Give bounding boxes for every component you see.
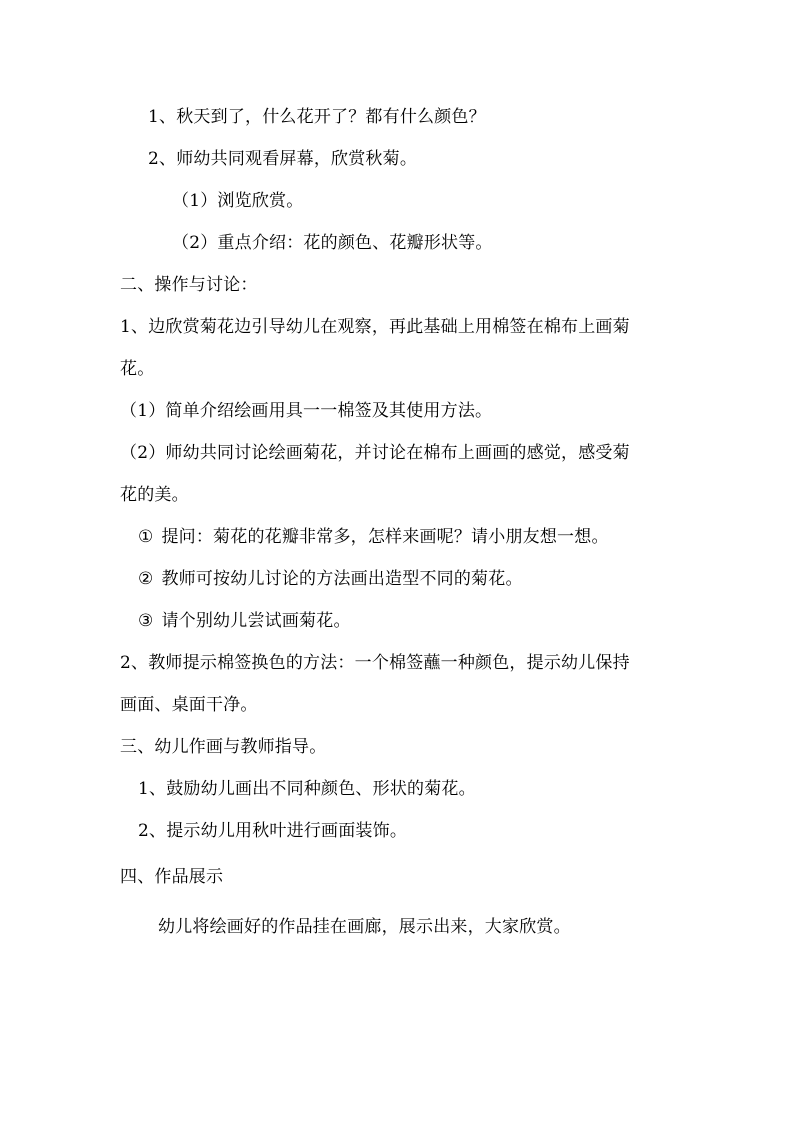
operation-sub-1: （1）简单介绍绘画用具一一棉签及其使用方法。 bbox=[120, 401, 493, 421]
operation-step-1: 1、边欣赏菊花边引导幼儿在观察，再此基础上用棉签在棉布上画菊 bbox=[120, 317, 630, 337]
list-item-1-text: 提问：菊花的花瓣非常多，怎样来画呢？请小朋友想一想。 bbox=[161, 527, 609, 547]
list-item-3 bbox=[138, 610, 351, 632]
operation-sub-2: （2）师幼共同讨论绘画菊花，并讨论在棉布上画画的感觉，感受菊 bbox=[120, 443, 630, 463]
operation-step-2-cont: 画面、桌面干净。 bbox=[120, 695, 258, 715]
section-heading-operation: 二、操作与讨论： bbox=[120, 275, 258, 295]
list-item-2 bbox=[138, 568, 523, 590]
step-2-watch-screen: 2、师幼共同观看屏幕，欣赏秋菊。 bbox=[148, 149, 418, 169]
operation-sub-2-cont: 花的美。 bbox=[120, 485, 189, 505]
section-heading-drawing: 三、幼儿作画与教师指导。 bbox=[120, 737, 327, 757]
drawing-step-1: 1、鼓励幼儿画出不同种颜色、形状的菊花。 bbox=[138, 779, 476, 799]
operation-step-2: 2、教师提示棉签换色的方法：一个棉签蘸一种颜色，提示幼儿保持 bbox=[120, 653, 630, 673]
drawing-step-2: 2、提示幼儿用秋叶进行画面装饰。 bbox=[138, 821, 408, 841]
circled-marker-1: ① bbox=[138, 527, 154, 547]
sub-step-introduce: （2）重点介绍：花的颜色、花瓣形状等。 bbox=[172, 233, 493, 253]
sub-step-browse: （1）浏览欣赏。 bbox=[172, 191, 304, 211]
circled-marker-2: ② bbox=[138, 569, 154, 589]
list-item-3-text: 请个别幼儿尝试画菊花。 bbox=[161, 611, 351, 631]
step-1-question: 1、秋天到了，什么花开了？都有什么颜色？ bbox=[148, 107, 486, 127]
display-description: 幼儿将绘画好的作品挂在画廊，展示出来，大家欣赏。 bbox=[158, 917, 571, 937]
circled-marker-3: ③ bbox=[138, 611, 154, 631]
list-item-1 bbox=[138, 526, 609, 548]
section-heading-display: 四、作品展示 bbox=[120, 867, 224, 887]
list-item-2-text: 教师可按幼儿讨论的方法画出造型不同的菊花。 bbox=[161, 569, 523, 589]
operation-step-1-cont: 花。 bbox=[120, 359, 155, 379]
